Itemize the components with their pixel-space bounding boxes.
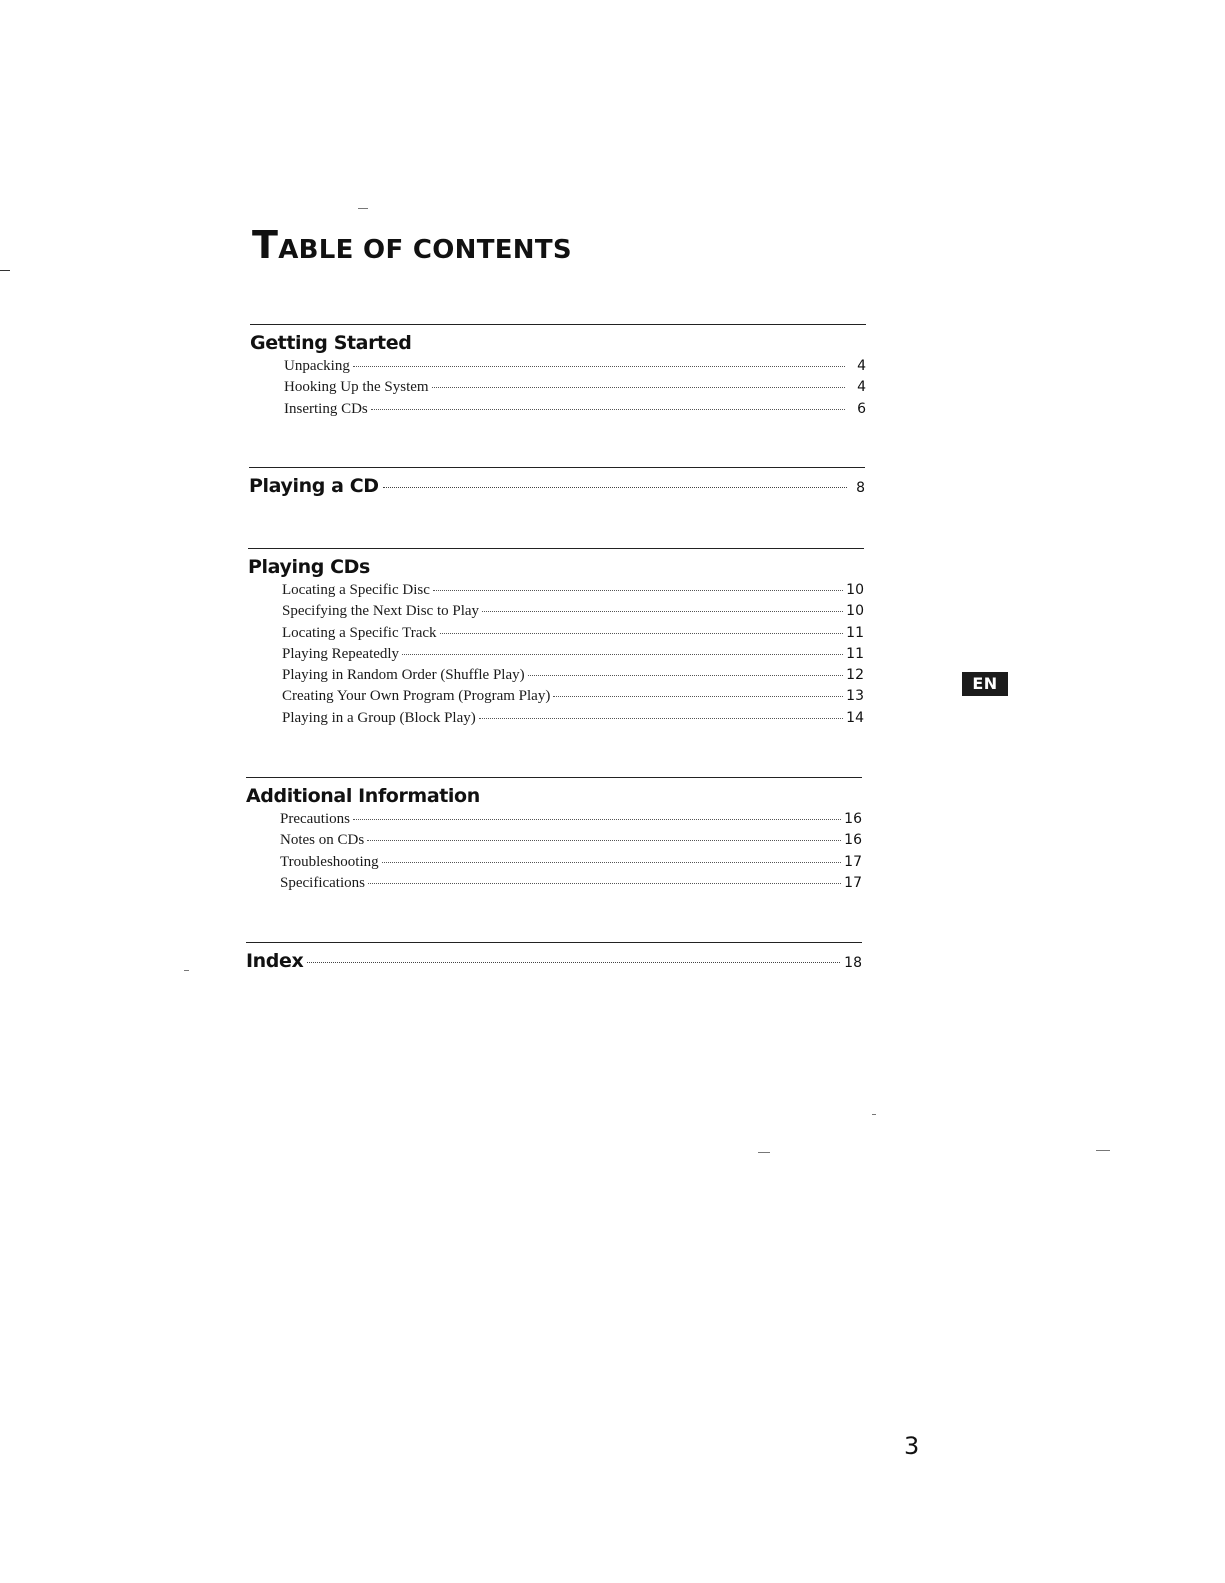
toc-entry-page: 11: [846, 645, 864, 662]
toc-entry-page: 16: [844, 832, 862, 849]
toc-entry[interactable]: [280, 875, 862, 896]
section-rule: [248, 548, 864, 549]
dot-leader: [482, 611, 843, 612]
toc-entry-page: 14: [846, 709, 864, 726]
toc-entry-label: Troubleshooting: [280, 853, 379, 870]
toc-entry[interactable]: [280, 854, 862, 875]
toc-entry-page: 10: [846, 582, 864, 598]
toc-entry-page: 4: [857, 379, 866, 396]
dot-leader: [383, 487, 847, 488]
section-heading: Getting Started: [250, 332, 412, 354]
toc-entry[interactable]: [282, 625, 864, 646]
toc-entry-list: [250, 358, 866, 422]
section-rule: [249, 467, 865, 468]
language-tab-en: EN: [962, 672, 1008, 696]
scan-speck: [358, 208, 368, 209]
toc-entry-label: Specifying the Next Disc to Play: [282, 603, 480, 620]
toc-entry-page: 11: [846, 624, 864, 641]
dot-leader: [440, 633, 843, 634]
toc-section-playing-cds: [248, 548, 864, 731]
page-edge-mark: [0, 270, 10, 271]
dot-leader: [367, 840, 841, 841]
toc-entry-page: 13: [846, 688, 864, 705]
dot-leader: [528, 675, 843, 676]
toc-entry-list: [246, 811, 862, 896]
page-title-rest: ABLE OF CONTENTS: [278, 235, 572, 265]
toc-entry[interactable]: [280, 832, 862, 853]
dot-leader: [402, 654, 843, 655]
toc-entry-label: Playing Repeatedly: [282, 645, 400, 662]
section-heading: Index: [246, 950, 304, 972]
toc-entry-label: Creating Your Own Program (Program Play): [282, 688, 551, 705]
toc-entry-page: 16: [844, 811, 862, 827]
section-heading: Playing a CD: [249, 475, 379, 497]
dot-leader: [353, 366, 845, 367]
dot-leader: [432, 387, 845, 388]
toc-entry[interactable]: [282, 646, 864, 667]
dot-leader: [382, 862, 841, 863]
dot-leader: [368, 883, 841, 884]
toc-entry-label: Locating a Specific Disc: [282, 582, 430, 598]
section-heading-row: [249, 474, 865, 500]
toc-section-playing-a-cd[interactable]: [249, 467, 865, 500]
toc-entry-label: Notes on CDs: [280, 832, 365, 849]
section-rule: [246, 942, 862, 943]
toc-entry-label: Hooking Up the System: [284, 379, 429, 396]
toc-entry-list: [248, 582, 864, 731]
toc-entry[interactable]: [282, 582, 864, 603]
dot-leader: [479, 718, 843, 719]
dot-leader: [553, 696, 843, 697]
toc-section-index[interactable]: [246, 942, 862, 975]
page-title: [252, 223, 572, 267]
toc-entry[interactable]: [282, 667, 864, 688]
page-number: 3: [904, 1432, 920, 1460]
toc-entry-label: Unpacking: [284, 358, 350, 374]
section-heading-page: 18: [844, 955, 862, 971]
toc-entry-page: 17: [844, 853, 862, 870]
toc-entry-page: 17: [844, 874, 862, 891]
toc-entry-label: Precautions: [280, 811, 350, 827]
toc-entry-page: 10: [846, 603, 864, 620]
section-rule: [250, 324, 866, 325]
section-heading: Playing CDs: [248, 556, 370, 578]
dot-leader: [353, 819, 841, 820]
scan-speck: [872, 1114, 876, 1115]
toc-entry-label: Inserting CDs: [284, 400, 368, 417]
dot-leader: [307, 962, 840, 963]
dot-leader: [371, 409, 845, 410]
toc-entry[interactable]: [280, 811, 862, 832]
toc-entry[interactable]: [282, 710, 864, 731]
section-heading-page: 8: [856, 480, 865, 496]
toc-entry-label: Playing in Random Order (Shuffle Play): [282, 667, 525, 684]
toc-entry-page: 4: [857, 358, 866, 374]
section-heading: Additional Information: [246, 785, 480, 807]
toc-entry[interactable]: [284, 358, 866, 379]
toc-entry-page: 6: [857, 400, 866, 417]
toc-section-getting-started: [250, 324, 866, 422]
scan-speck: [758, 1152, 770, 1153]
toc-entry[interactable]: [284, 401, 866, 422]
scan-speck: [184, 970, 189, 971]
toc-entry[interactable]: [282, 688, 864, 709]
section-heading-row: [246, 949, 862, 975]
toc-entry[interactable]: [284, 379, 866, 400]
scan-speck: [1096, 1150, 1110, 1151]
toc-entry-page: 12: [846, 667, 864, 684]
toc-entry-label: Playing in a Group (Block Play): [282, 709, 476, 726]
section-rule: [246, 777, 862, 778]
toc-entry-label: Specifications: [280, 874, 365, 891]
toc-entry[interactable]: [282, 603, 864, 624]
toc-entry-label: Locating a Specific Track: [282, 624, 437, 641]
dot-leader: [433, 590, 843, 591]
page-title-initial: T: [252, 223, 279, 267]
toc-section-additional-information: [246, 777, 862, 896]
